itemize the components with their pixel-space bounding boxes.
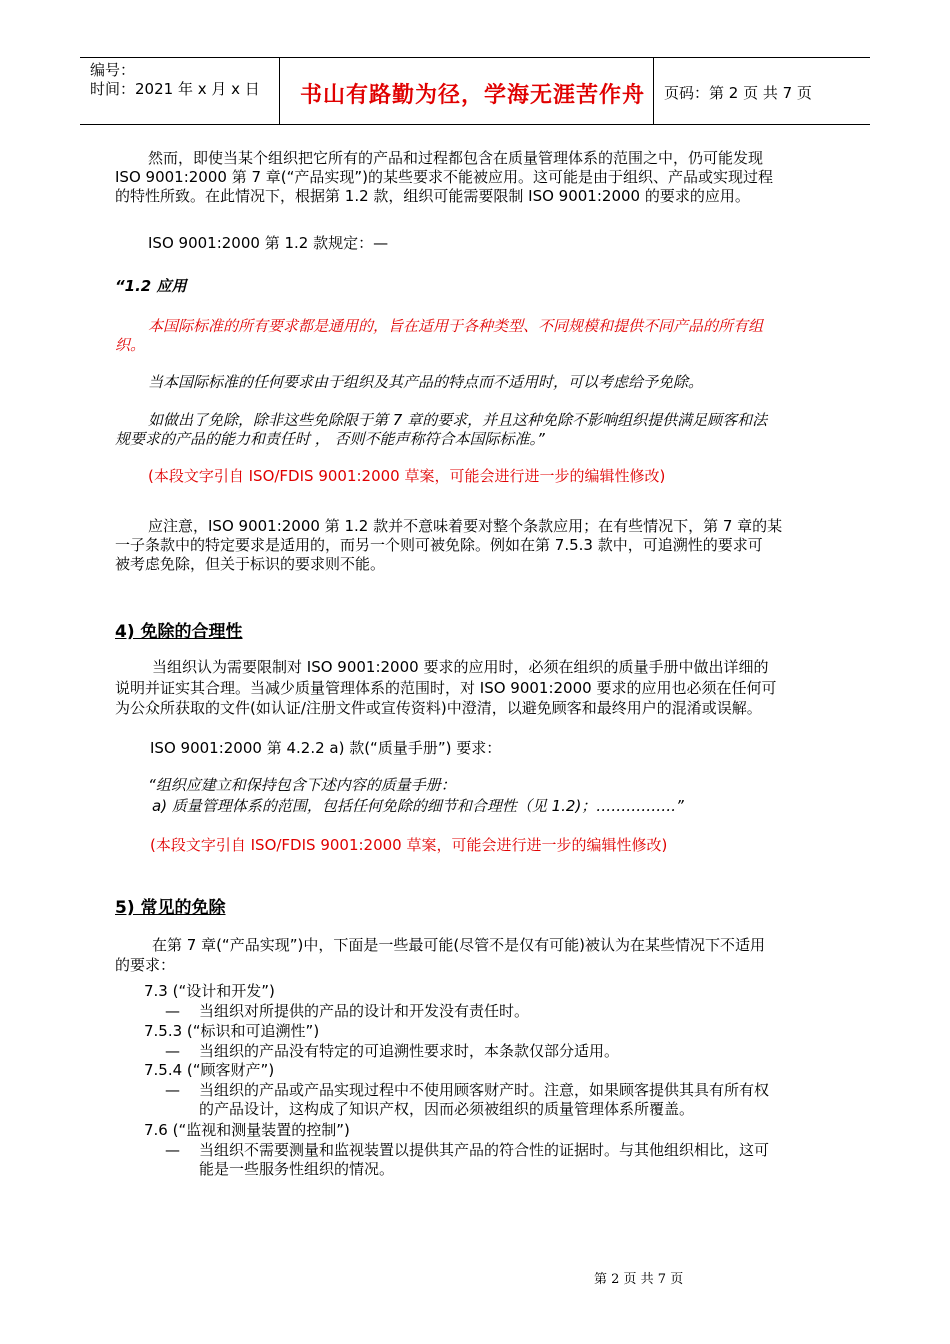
exclusion-desc: 的产品设计，这构成了知识产权，因而必须被组织的质量管理体系所覆盖。: [199, 1100, 695, 1118]
quote-para-2: 当本国际标准的任何要求由于组织及其产品的特点而不适用时，可以考虑给予免除。: [148, 373, 704, 391]
para-3-line-2: 一子条款中的特定要求是适用的，而另一个则可被免除。例如在第 7.5.3 款中，可追溯性的要求可: [115, 536, 763, 554]
exclusion-clause: 7.5.4 (“顾客财产”): [144, 1061, 275, 1079]
date-label: 时间：2021 年 x 月 x 日: [90, 80, 260, 98]
header-divider-right: [653, 57, 654, 125]
para-4-line-2: 说明并证实其合理。当减少质量管理体系的范围时，对 ISO 9001:2000 要求的应用也必须在任何可: [115, 679, 777, 697]
quote-red-line-1: 本国际标准的所有要求都是通用的，旨在适用于各种类型、不同规模和提供不同产品的所有组: [148, 317, 764, 335]
section-4-heading: 4) 免除的合理性: [115, 622, 243, 642]
citation-1: (本段文字引自 ISO/FDIS 9001:2000 草案，可能会进行进一步的编辑性修改): [148, 467, 666, 485]
quote-red-line-2: 织。: [115, 336, 146, 354]
para-5: ISO 9001:2000 第 4.2.2 a) 款(“质量手册”) 要求：: [150, 739, 502, 757]
exclusion-desc: 当组织的产品或产品实现过程中不使用顾客财产时。注意，如果顾客提供其具有所有权: [199, 1081, 770, 1099]
para-2: ISO 9001:2000 第 1.2 款规定：—: [148, 234, 389, 252]
para-1-line-3: 的特性所致。在此情况下，根据第 1.2 款，组织可能需要限制 ISO 9001:2000 的要求的应用。: [115, 187, 750, 205]
header-motto: 书山有路勤为径，学海无涯苦作舟: [300, 83, 646, 108]
exclusion-dash: —: [165, 1042, 180, 1060]
exclusion-desc: 当组织不需要测量和监视装置以提供其产品的符合性的证据时。与其他组织相比，这可: [199, 1141, 770, 1159]
para-6-line-2: 的要求：: [115, 956, 176, 974]
header-top-rule: [80, 57, 870, 58]
quote-title: “1.2 应用: [115, 277, 187, 295]
exclusion-desc: 当组织对所提供的产品的设计和开发没有责任时。: [199, 1002, 530, 1020]
header-divider-left: [279, 57, 280, 125]
exclusion-clause: 7.3 (“设计和开发”): [144, 982, 275, 1000]
quote-para-3-line-2: 规要求的产品的能力和责任时 ， 否则不能声称符合本国际标准。”: [115, 430, 545, 448]
citation-2: (本段文字引自 ISO/FDIS 9001:2000 草案，可能会进行进一步的编辑性修改): [150, 836, 668, 854]
footer-page-number: 第 2 页 共 7 页: [594, 1272, 684, 1287]
quote-2-line-2: a) 质量管理体系的范围，包括任何免除的细节和合理性（见 1.2)；…………….”: [152, 797, 684, 815]
exclusion-desc: 能是一些服务性组织的情况。: [199, 1160, 395, 1178]
exclusion-dash: —: [165, 1002, 180, 1020]
exclusion-clause: 7.5.3 (“标识和可追溯性”): [144, 1022, 320, 1040]
header-bottom-rule: [80, 124, 870, 125]
exclusion-clause: 7.6 (“监视和测量装置的控制”): [144, 1121, 350, 1139]
section-5-heading: 5) 常见的免除: [115, 898, 226, 918]
exclusion-desc: 当组织的产品没有特定的可追溯性要求时，本条款仅部分适用。: [199, 1042, 620, 1060]
para-1-line-1: 然而，即使当某个组织把它所有的产品和过程都包含在质量管理体系的范围之中，仍可能发现: [148, 149, 764, 167]
para-3-line-3: 被考虑免除，但关于标识的要求则不能。: [115, 555, 386, 573]
para-1-line-2: ISO 9001:2000 第 7 章(“产品实现”)的某些要求不能被应用。这可能是由于组织、产品或实现过程: [115, 168, 774, 186]
para-6-line-1: 在第 7 章(“产品实现”)中，下面是一些最可能(尽管不是仅有可能)被认为在某些情况下不适用: [152, 936, 766, 954]
serial-label: 编号：: [90, 61, 136, 79]
para-4-line-3: 为公众所获取的文件(如认证/注册文件或宣传资料)中澄清，以避免顾客和最终用户的混淆或误解。: [115, 699, 762, 717]
quote-2-line-1: “组织应建立和保持包含下述内容的质量手册：: [148, 776, 456, 794]
exclusion-dash: —: [165, 1081, 180, 1099]
para-3-line-1: 应注意，ISO 9001:2000 第 1.2 款并不意味着要对整个条款应用；在有些情况下，第 7 章的某: [148, 517, 783, 535]
exclusion-dash: —: [165, 1141, 180, 1159]
quote-para-3-line-1: 如做出了免除，除非这些免除限于第 7 章的要求，并且这种免除不影响组织提供满足顾客和法: [148, 411, 768, 429]
page-code: 页码：第 2 页 共 7 页: [664, 84, 812, 102]
para-4-line-1: 当组织认为需要限制对 ISO 9001:2000 要求的应用时，必须在组织的质量手册中做出详细的: [152, 658, 769, 676]
